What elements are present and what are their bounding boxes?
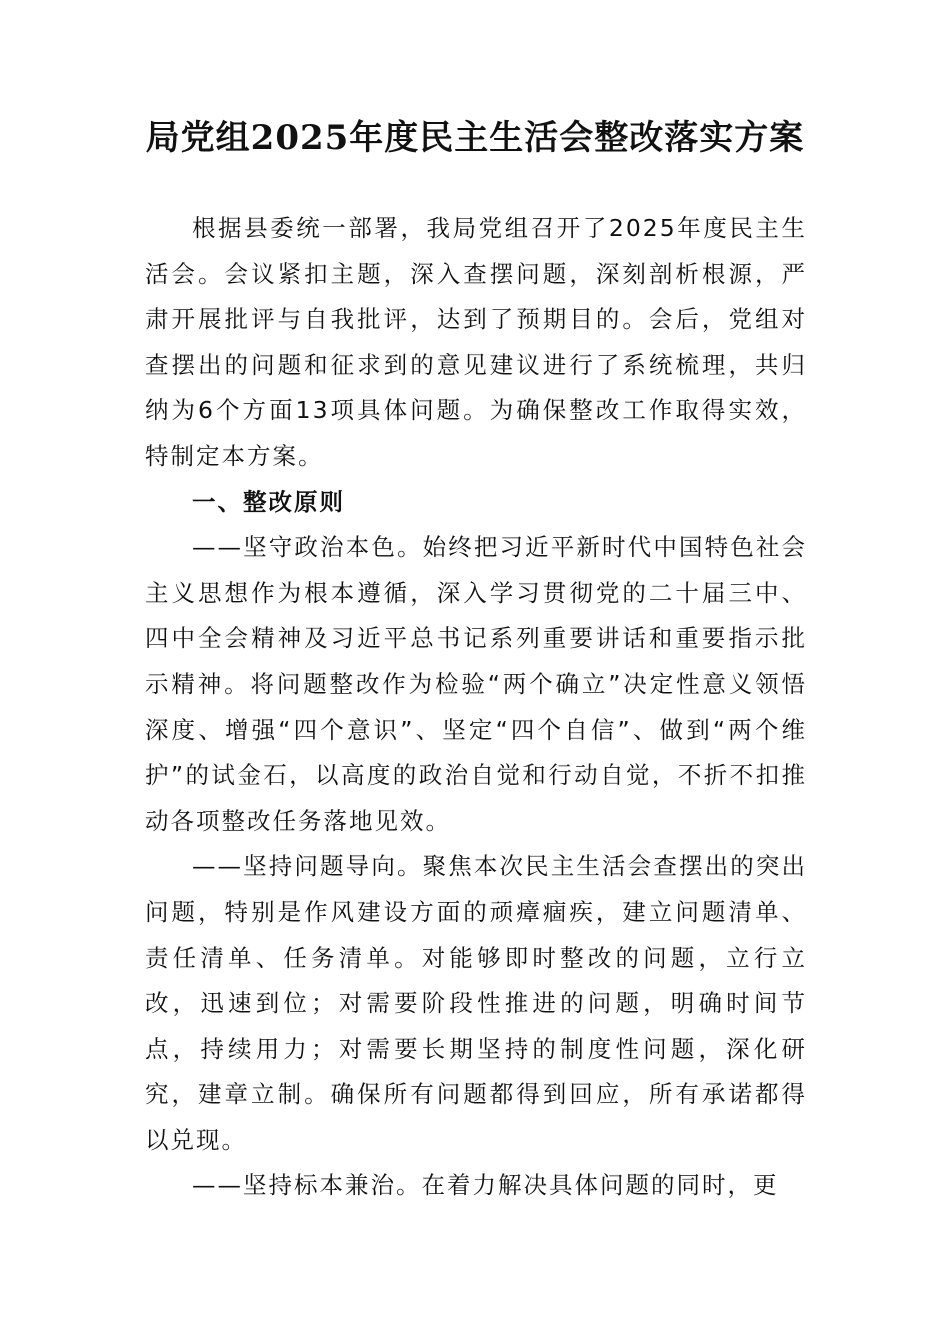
document-body (145, 206, 807, 1209)
intro-paragraph: 根据县委统一部署，我局党组召开了2025年度民主生活会。会议紧扣主题，深入查摆问题，深刻剖析根源，严肃开展批评与自我批评，达到了预期目的。会后，党组对查摆出的问题和征求到的意见建议进行了系统梳理，共归纳为6个方面13项具体问题。为确保整改工作取得实效，特制定本方案。 (145, 214, 807, 470)
section-heading-principles: 一、整改原则 (192, 487, 345, 516)
principle-paragraph: ——坚守政治本色。始终把习近平新时代中国特色社会主义思想作为根本遵循，深入学习贯彻党的二十届三中、四中全会精神及习近平总书记系列重要讲话和重要指示批示精神。将问题整改作为检验“两个确立”决定性意义领悟深度、增强“四个意识”、坚定“四个自信”、做到“两个维护”的试金石，以高度的政治自觉和行动自觉，不折不扣推动各项整改任务落地见效。 (145, 533, 807, 835)
document-title: 局党组2025年度民主生活会整改落实方案 (145, 118, 805, 158)
principle-paragraph: ——坚持问题导向。聚焦本次民主生活会查摆出的突出问题，特别是作风建设方面的顽瘴痼疾，建立问题清单、责任清单、任务清单。对能够即时整改的问题，立行立改，迅速到位；对需要阶段性推进的问题，明确时间节点，持续用力；对需要长期坚持的制度性问题，深化研究，建章立制。确保所有问题都得到回应，所有承诺都得以兑现。 (145, 852, 807, 1154)
principle-paragraph: ——坚持标本兼治。在着力解决具体问题的同时，更 (192, 1171, 779, 1200)
